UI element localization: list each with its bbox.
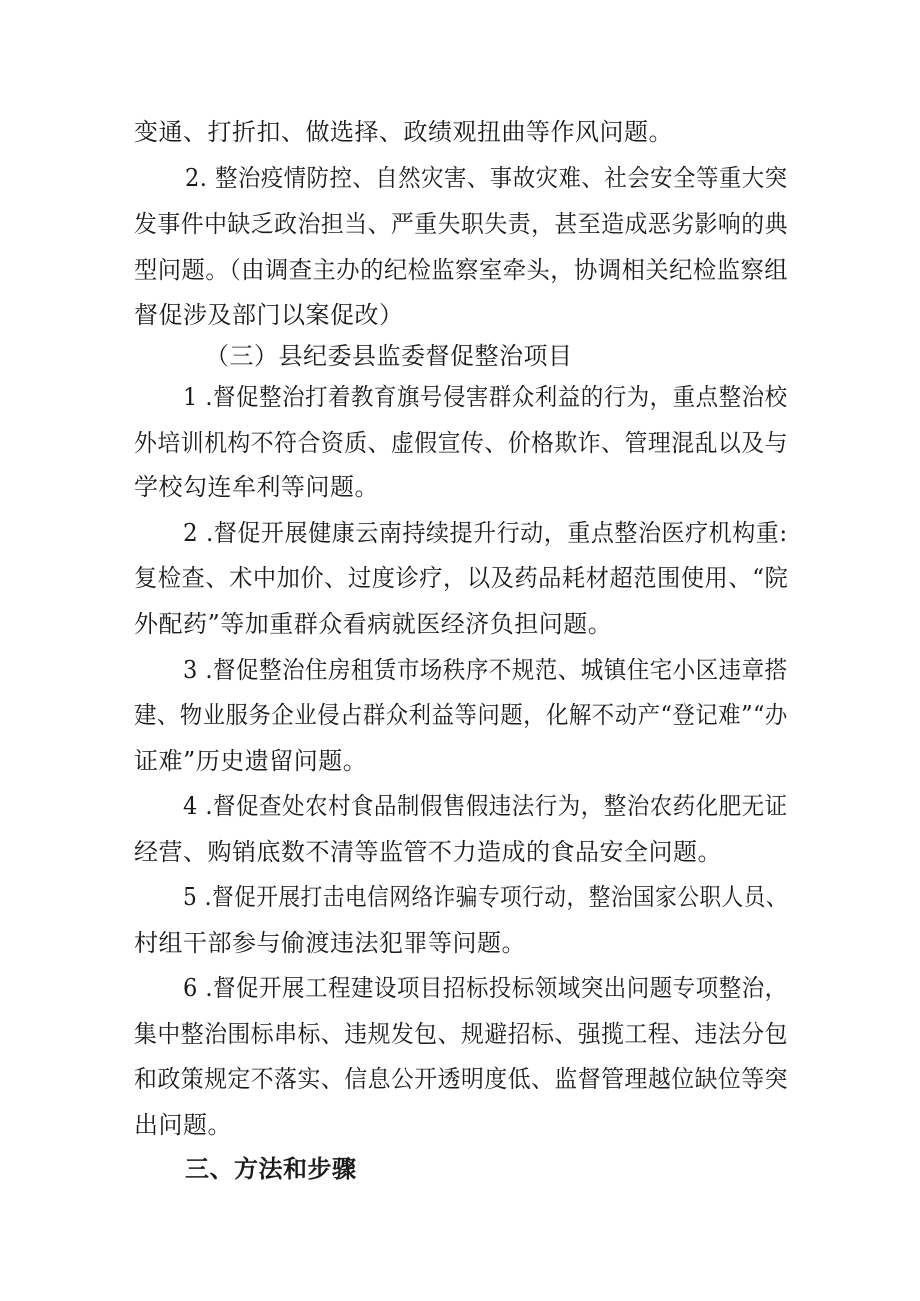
section-heading: （三）县纪委县监委督促整治项目 — [205, 342, 573, 370]
text-line: 学校勾连牟利等问题。 — [134, 473, 379, 501]
text-line: 村组干部参与偷渡违法犯罪等问题。 — [134, 929, 526, 957]
text-line: 2 .督促开展健康云南持续提升行动，重点整治医疗机构重: — [183, 519, 788, 547]
section-heading: 三、方法和步骤 — [185, 1154, 357, 1183]
text-line: 发事件中缺乏政治担当、严重失职失责，甚至造成恶劣影响的典 — [134, 210, 788, 238]
text-line: 和政策规定不落实、信息公开透明度低、监督管理越位缺位等突 — [134, 1065, 788, 1093]
text-line: 出问题。 — [134, 1111, 232, 1139]
text-line: 1 .督促整治打着教育旗号侵害群众利益的行为，重点整治校 — [183, 383, 788, 411]
text-line: 6 .督促开展工程建设项目招标投标领域突出问题专项整治， — [183, 974, 788, 1002]
text-line: 督促涉及部门以案促改） — [134, 301, 404, 329]
text-line: 建、物业服务企业侵占群众利益等问题，化解不动产“登记难”“办 — [134, 701, 788, 729]
text-line: 型问题。（由调查主办的纪检监察室牵头，协调相关纪检监察组 — [134, 256, 788, 284]
text-line: 2. 整治疫情防控、自然灾害、事故灾难、社会安全等重大突 — [185, 164, 788, 192]
text-line: 4 .督促查处农村食品制假售假违法行为，整治农药化肥无证 — [183, 792, 788, 820]
text-line: 证难”历史遗留问题。 — [134, 747, 368, 775]
text-line: 集中整治围标串标、违规发包、规避招标、强揽工程、违法分包 — [134, 1020, 788, 1048]
text-line: 外配药”等加重群众看病就医经济负担问题。 — [134, 610, 613, 638]
text-line: 经营、购销底数不清等监管不力造成的食品安全问题。 — [134, 838, 722, 866]
text-line: 变通、打折扣、做选择、政绩观扭曲等作风问题。 — [134, 118, 673, 146]
text-line: 复检查、术中加价、过度诊疗，以及药品耗材超范围使用、“院 — [134, 564, 789, 592]
text-line: 5 .督促开展打击电信网络诈骗专项行动，整治国家公职人员、 — [183, 883, 789, 911]
text-line: 外培训机构不符合资质、虚假宣传、价格欺诈、管理混乱以及与 — [134, 429, 788, 457]
text-line: 3 .督促整治住房租赁市场秩序不规范、城镇住宅小区违章搭 — [183, 656, 788, 684]
